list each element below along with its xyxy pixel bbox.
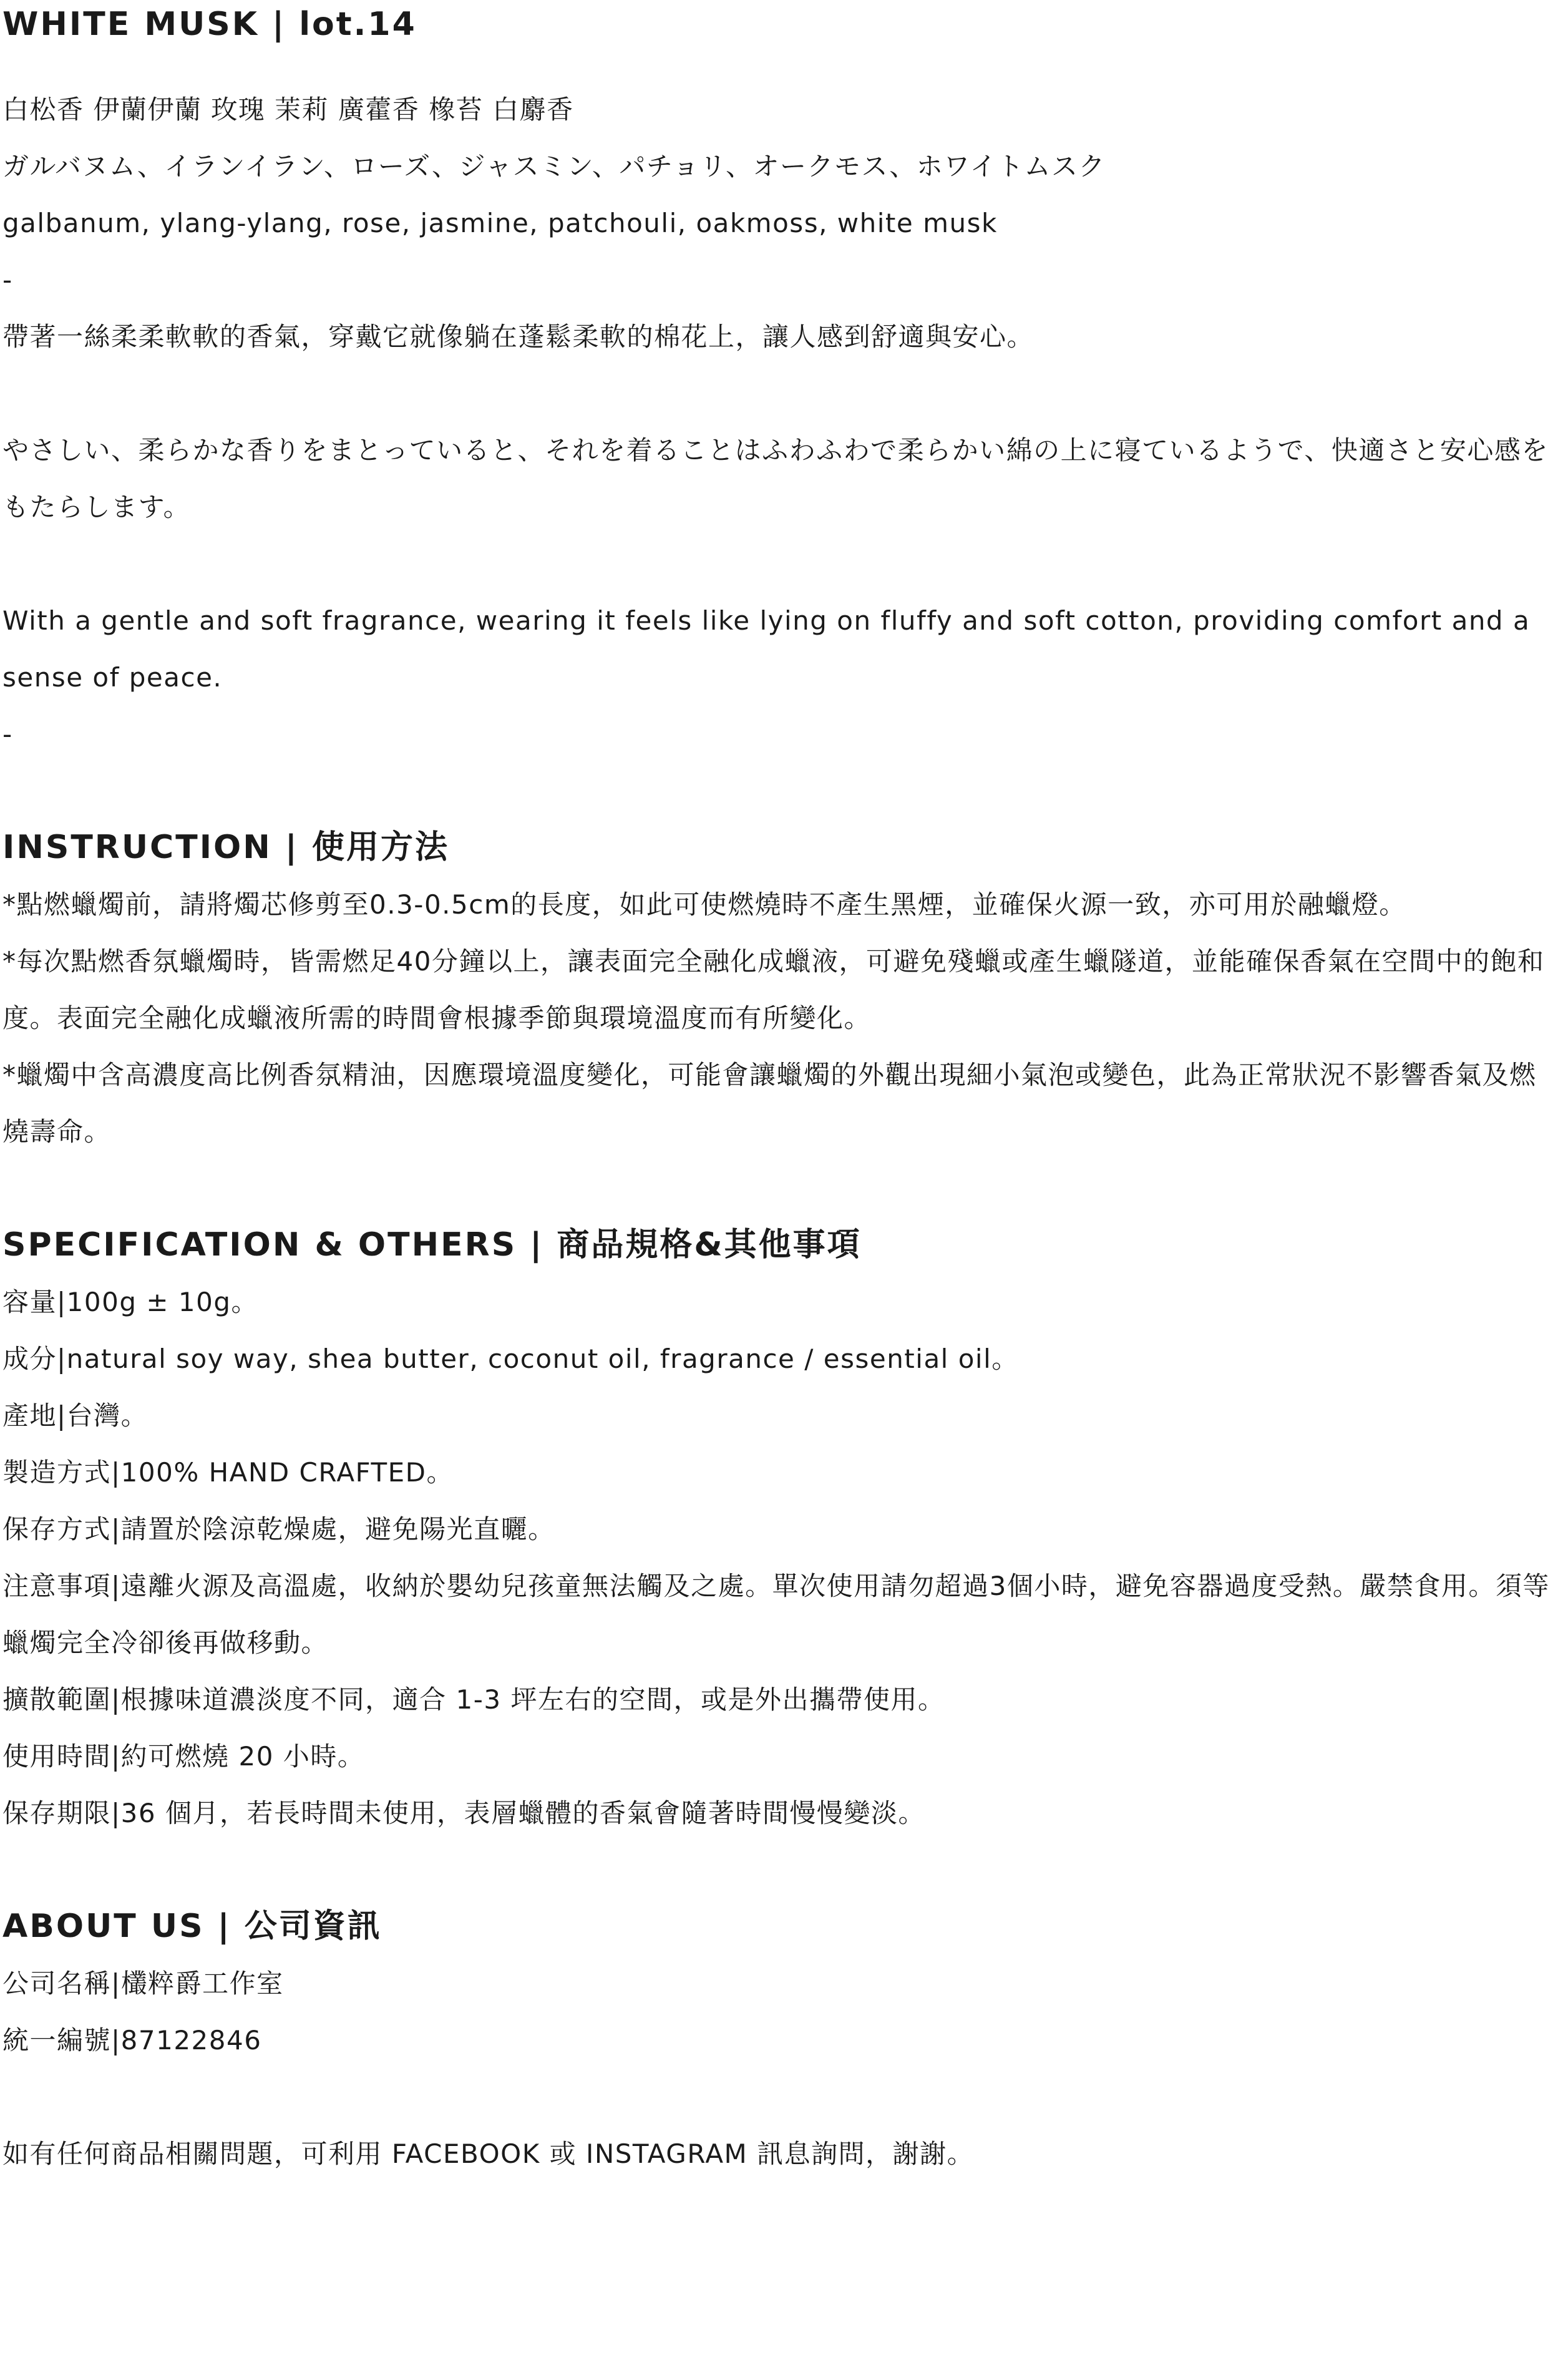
spec-separator: | (111, 1684, 121, 1715)
about-value: 欉粹爵工作室 (120, 1968, 284, 1999)
specification-heading: SPECIFICATION & OTHERS | 商品規格&其他事項 (2, 1226, 862, 1264)
spec-value: 36 個月，若長時間未使用，表層蠟體的香氣會隨著時間慢慢變淡。 (120, 1798, 925, 1828)
spec-value: 遠離火源及高溫處，收納於嬰幼兒孩童無法觸及之處。單次使用請勿超過3個小時，避免容器過度受熱。嚴禁食用。須等蠟燭完全冷卻後再做移動。 (2, 1571, 1550, 1658)
spec-label: 擴散範圍 (2, 1684, 112, 1715)
notes-zh: 白松香 伊蘭伊蘭 玫瑰 茉莉 廣藿香 橡苔 白麝香 (2, 94, 574, 125)
spec-label: 製造方式 (2, 1457, 112, 1488)
spec-label: 保存方式 (2, 1514, 112, 1544)
spec-row-diffusion (2, 1671, 1555, 1728)
spec-row-precautions (2, 1558, 1555, 1671)
contact-note: 如有任何商品相關問題，可利用 FACEBOOK 或 INSTAGRAM 訊息詢問，謝謝。 (2, 2139, 975, 2169)
about-value: 87122846 (120, 2025, 262, 2056)
product-info-page (2, 0, 1555, 2182)
about-separator: | (111, 1968, 121, 1999)
spec-label: 容量 (2, 1287, 57, 1317)
spec-row-ingredients (2, 1330, 1555, 1387)
about-row-company (2, 1955, 1555, 2012)
spec-row-burn-time (2, 1728, 1555, 1785)
spec-value: 100% HAND CRAFTED。 (120, 1457, 454, 1488)
separator-top: - (2, 265, 13, 295)
spec-value: 台灣。 (66, 1400, 148, 1431)
description-zh: 帶著一絲柔柔軟軟的香氣，穿戴它就像躺在蓬鬆柔軟的棉花上，讓人感到舒適與安心。 (2, 321, 1035, 352)
notes-ja: ガルバヌム、イランイラン、ローズ、ジャスミン、パチョリ、オークモス、ホワイトムスク (2, 151, 1106, 182)
spec-value: 請置於陰涼乾燥處，避免陽光直曬。 (120, 1514, 555, 1544)
spec-value: 約可燃燒 20 小時。 (120, 1741, 365, 1772)
spec-separator: | (111, 1571, 121, 1601)
instruction-item: *每次點燃香氛蠟燭時，皆需燃足40分鐘以上，讓表面完全融化成蠟液，可避免殘蠟或產生蠟隧道，並能確保香氣在空間中的飽和度。表面完全融化成蠟液所需的時間會根據季節與環境溫度而有所變化。 (2, 946, 1545, 1033)
spec-label: 注意事項 (2, 1571, 112, 1601)
spec-row-origin (2, 1387, 1555, 1444)
instruction-item: *點燃蠟燭前，請將燭芯修剪至0.3-0.5cm的長度，如此可使燃燒時不產生黑煙，並確保火源一致，亦可用於融蠟燈。 (2, 889, 1406, 920)
spec-row-capacity (2, 1274, 1555, 1330)
separator-bottom: - (2, 719, 13, 749)
product-title: WHITE MUSK | lot.14 (2, 6, 417, 43)
spec-separator: | (111, 1798, 121, 1828)
spec-row-manufacturing (2, 1444, 1555, 1501)
description-ja: やさしい、柔らかな香りをまとっていると、それを着ることはふわふわで柔らかい綿の上に寝ているようで、快適さと安心感をもたらします。 (2, 435, 1549, 522)
spec-value: natural soy way, shea butter, coconut oil, fragrance / essential oil。 (66, 1344, 1019, 1374)
instruction-heading: INSTRUCTION | 使用方法 (2, 829, 449, 866)
spec-separator: | (111, 1457, 121, 1488)
spec-row-storage (2, 1501, 1555, 1558)
notes-en: galbanum, ylang-ylang, rose, jasmine, patchouli, oakmoss, white musk (2, 208, 998, 238)
spec-label: 使用時間 (2, 1741, 112, 1772)
about-separator: | (111, 2025, 121, 2056)
about-label: 公司名稱 (2, 1968, 112, 1999)
spec-separator: | (111, 1741, 121, 1772)
spec-separator: | (111, 1514, 121, 1544)
about-row-tax-id (2, 2012, 1555, 2069)
spec-label: 保存期限 (2, 1798, 112, 1828)
spec-label: 成分 (2, 1344, 57, 1374)
spec-separator: | (57, 1400, 67, 1431)
instruction-item: *蠟燭中含高濃度高比例香氛精油，因應環境溫度變化，可能會讓蠟燭的外觀出現細小氣泡或變色，此為正常狀況不影響香氣及燃燒壽命。 (2, 1060, 1537, 1147)
spec-value: 根據味道濃淡度不同，適合 1-3 坪左右的空間，或是外出攜帶使用。 (120, 1684, 945, 1715)
description-en: With a gentle and soft fragrance, wearing it feels like lying on fluffy and soft cotton, providing comfort and a sense of peace. (2, 605, 1531, 693)
spec-row-shelf-life (2, 1785, 1555, 1841)
spec-label: 產地 (2, 1400, 57, 1431)
spec-value: 100g ± 10g。 (66, 1287, 258, 1317)
about-heading: ABOUT US | 公司資訊 (2, 1908, 382, 1945)
spec-separator: | (57, 1344, 67, 1374)
about-label: 統一編號 (2, 2025, 112, 2056)
spec-separator: | (57, 1287, 67, 1317)
